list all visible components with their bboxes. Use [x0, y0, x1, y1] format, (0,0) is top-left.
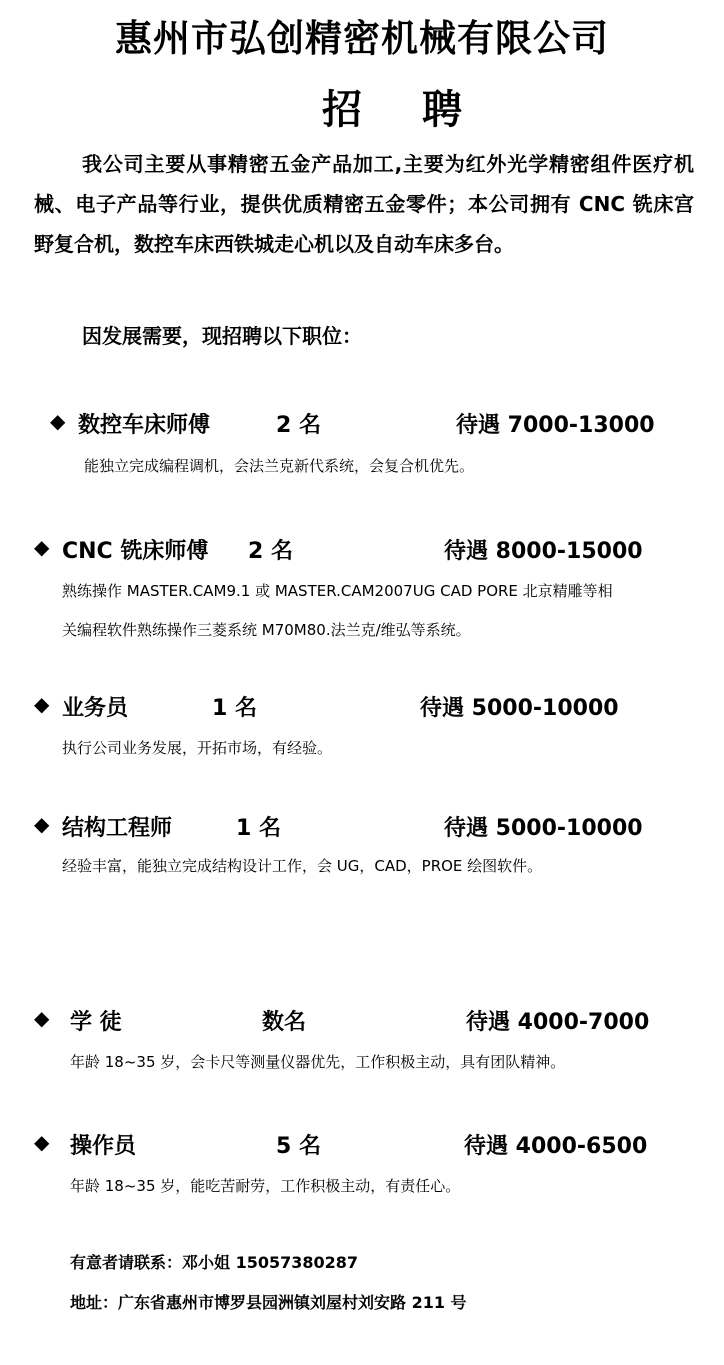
- company-intro: 我公司主要从事精密五金产品加工,主要为红外光学精密组件医疗机械、电子产品等行业，提供优质精密五金零件；本公司拥有 CNC 铣床宫野复合机，数控车床西铁城走心机以及自动车床多台。: [34, 152, 694, 256]
- job-description: 年龄 18~35 岁，能吃苦耐劳，工作积极主动，有责任心。: [70, 1177, 461, 1195]
- bullet-icon: ◆: [34, 535, 50, 559]
- job-pay: 待遇 7000-13000: [456, 413, 655, 438]
- bullet-icon: ◆: [34, 1006, 50, 1030]
- job-title: 学 徒: [70, 1010, 122, 1035]
- job-pay: 待遇 5000-10000: [444, 816, 643, 841]
- job-count: 数名: [262, 1010, 307, 1035]
- job-title: CNC 铣床师傅: [62, 539, 209, 564]
- job-count: 2 名: [276, 413, 321, 438]
- positions-intro: 因发展需要，现招聘以下职位：: [82, 324, 362, 348]
- job-title: 业务员: [62, 696, 129, 721]
- recruitment-heading: 招聘: [322, 87, 522, 133]
- job-description: 熟练操作 MASTER.CAM9.1 或 MASTER.CAM2007UG CAD PORE 北京精雕等相: [62, 582, 613, 600]
- bullet-icon: ◆: [34, 1130, 50, 1154]
- bullet-icon: ◆: [50, 409, 66, 433]
- job-pay: 待遇 4000-7000: [466, 1010, 650, 1035]
- job-pay: 待遇 8000-15000: [444, 539, 643, 564]
- job-title: 结构工程师: [62, 816, 173, 841]
- bullet-icon: ◆: [34, 812, 50, 836]
- job-pay: 待遇 5000-10000: [420, 696, 619, 721]
- job-count: 2 名: [248, 539, 293, 564]
- job-count: 1 名: [212, 696, 257, 721]
- job-count: 1 名: [236, 816, 281, 841]
- job-title: 操作员: [70, 1134, 137, 1159]
- job-description: 执行公司业务发展，开拓市场，有经验。: [62, 739, 333, 757]
- address: 地址：广东省惠州市博罗县园洲镇刘屋村刘安路 211 号: [70, 1293, 467, 1312]
- job-description: 能独立完成编程调机，会法兰克新代系统，会复合机优先。: [84, 457, 475, 475]
- bullet-icon: ◆: [34, 692, 50, 716]
- contact-info: 有意者请联系：邓小姐 15057380287: [70, 1253, 359, 1272]
- job-description: 关编程软件熟练操作三菱系统 M70M80.法兰克/维弘等系统。: [62, 621, 471, 639]
- job-description: 经验丰富，能独立完成结构设计工作，会 UG，CAD，PROE 绘图软件。: [62, 857, 543, 875]
- job-count: 5 名: [276, 1134, 321, 1159]
- company-name: 惠州市弘创精密机械有限公司: [115, 17, 609, 60]
- job-description: 年龄 18~35 岁，会卡尺等测量仪器优先，工作积极主动，具有团队精神。: [70, 1053, 566, 1071]
- job-pay: 待遇 4000-6500: [464, 1134, 648, 1159]
- job-title: 数控车床师傅: [78, 413, 211, 438]
